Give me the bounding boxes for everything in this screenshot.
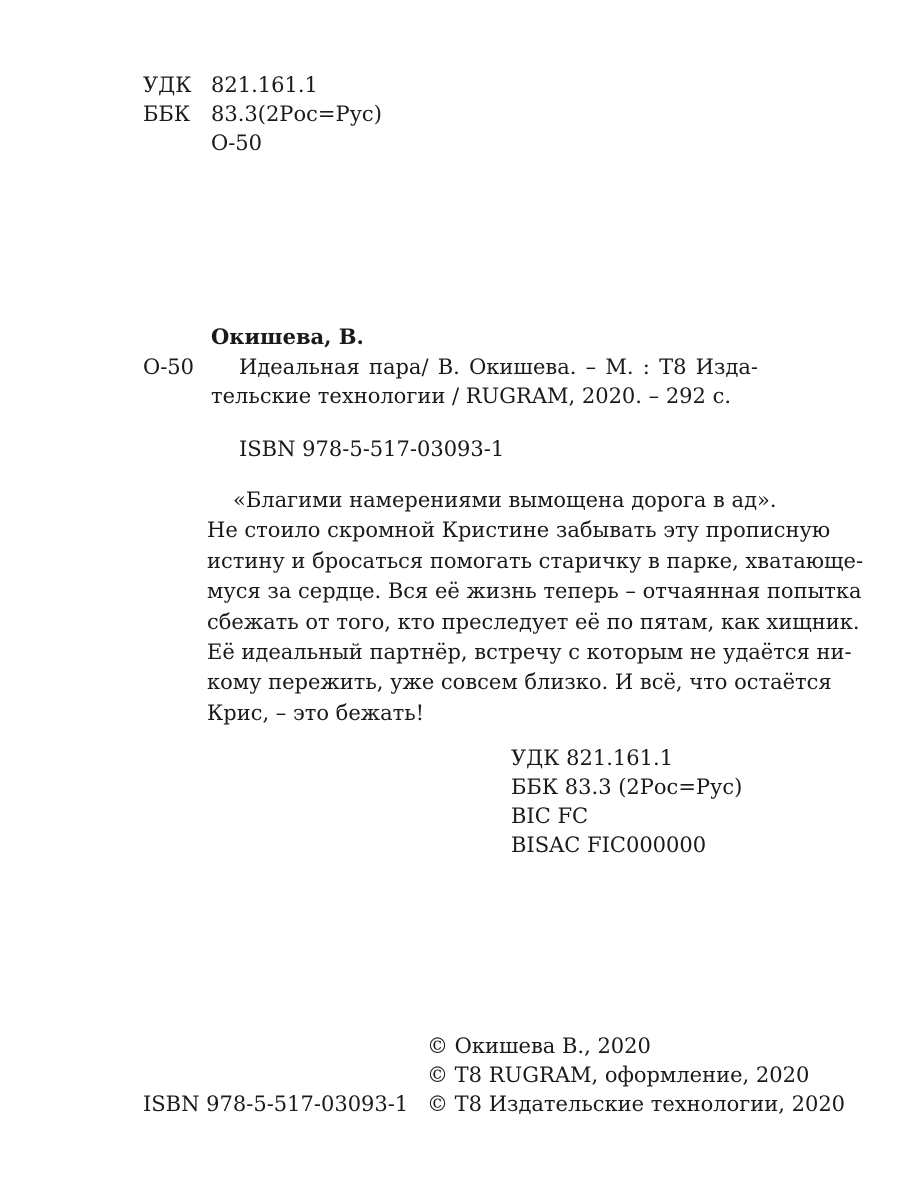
record-line-2: тельские технологии / RUGRAM, 2020. – 292 с.: [211, 384, 732, 408]
classification-bbk: ББК 83.3 (2Рос=Рус): [511, 775, 743, 799]
abstract-line: Не стоило скромной Кристине забывать эту прописную: [207, 518, 831, 543]
udk-key: УДК: [143, 73, 192, 97]
bbk-value: 83.3(2Рос=Рус): [211, 102, 382, 126]
record-mark: О-50: [143, 355, 195, 379]
abstract-line: Её идеальный партнёр, встречу с которым не удаётся ни-: [207, 640, 852, 665]
footer-isbn: ISBN 978-5-517-03093-1: [143, 1092, 409, 1116]
header-bbk-row: [143, 99, 382, 129]
classification-udk: УДК 821.161.1: [511, 746, 674, 770]
abstract-line: Крис, – это бежать!: [207, 700, 425, 725]
abstract-paragraph: [207, 485, 864, 728]
abstract-line: сбежать от того, кто преследует её по пятам, как хищник.: [207, 609, 860, 634]
copyright-author: © Окишева В., 2020: [427, 1034, 651, 1058]
record-line-1: Идеальная пара/ В. Окишева. – М. : Т8 Изда-: [239, 355, 758, 379]
udk-value: 821.161.1: [211, 73, 318, 97]
abstract-line: муся за сердце. Вся её жизнь теперь – отчаянная попытка: [207, 579, 862, 604]
copyright-publisher: © Т8 Издательские технологии, 2020: [427, 1092, 846, 1116]
abstract-line: кому пережить, уже совсем близко. И всё, что остаётся: [207, 670, 832, 695]
abstract-line: истину и бросаться помогать старичку в парке, хватающе-: [207, 548, 864, 573]
record-author: Окишева, В.: [211, 324, 364, 349]
copyright-design: © Т8 RUGRAM, оформление, 2020: [427, 1063, 810, 1087]
classification-bic: BIC FC: [511, 804, 589, 828]
abstract-line: «Благими намерениями вымощена дорога в ад».: [233, 488, 777, 512]
header-author-mark: О-50: [211, 131, 263, 155]
header-udk-row: [143, 70, 318, 100]
record-isbn: ISBN 978-5-517-03093-1: [239, 437, 505, 461]
classification-bisac: BISAC FIC000000: [511, 833, 707, 857]
bbk-key: ББК: [143, 102, 191, 126]
